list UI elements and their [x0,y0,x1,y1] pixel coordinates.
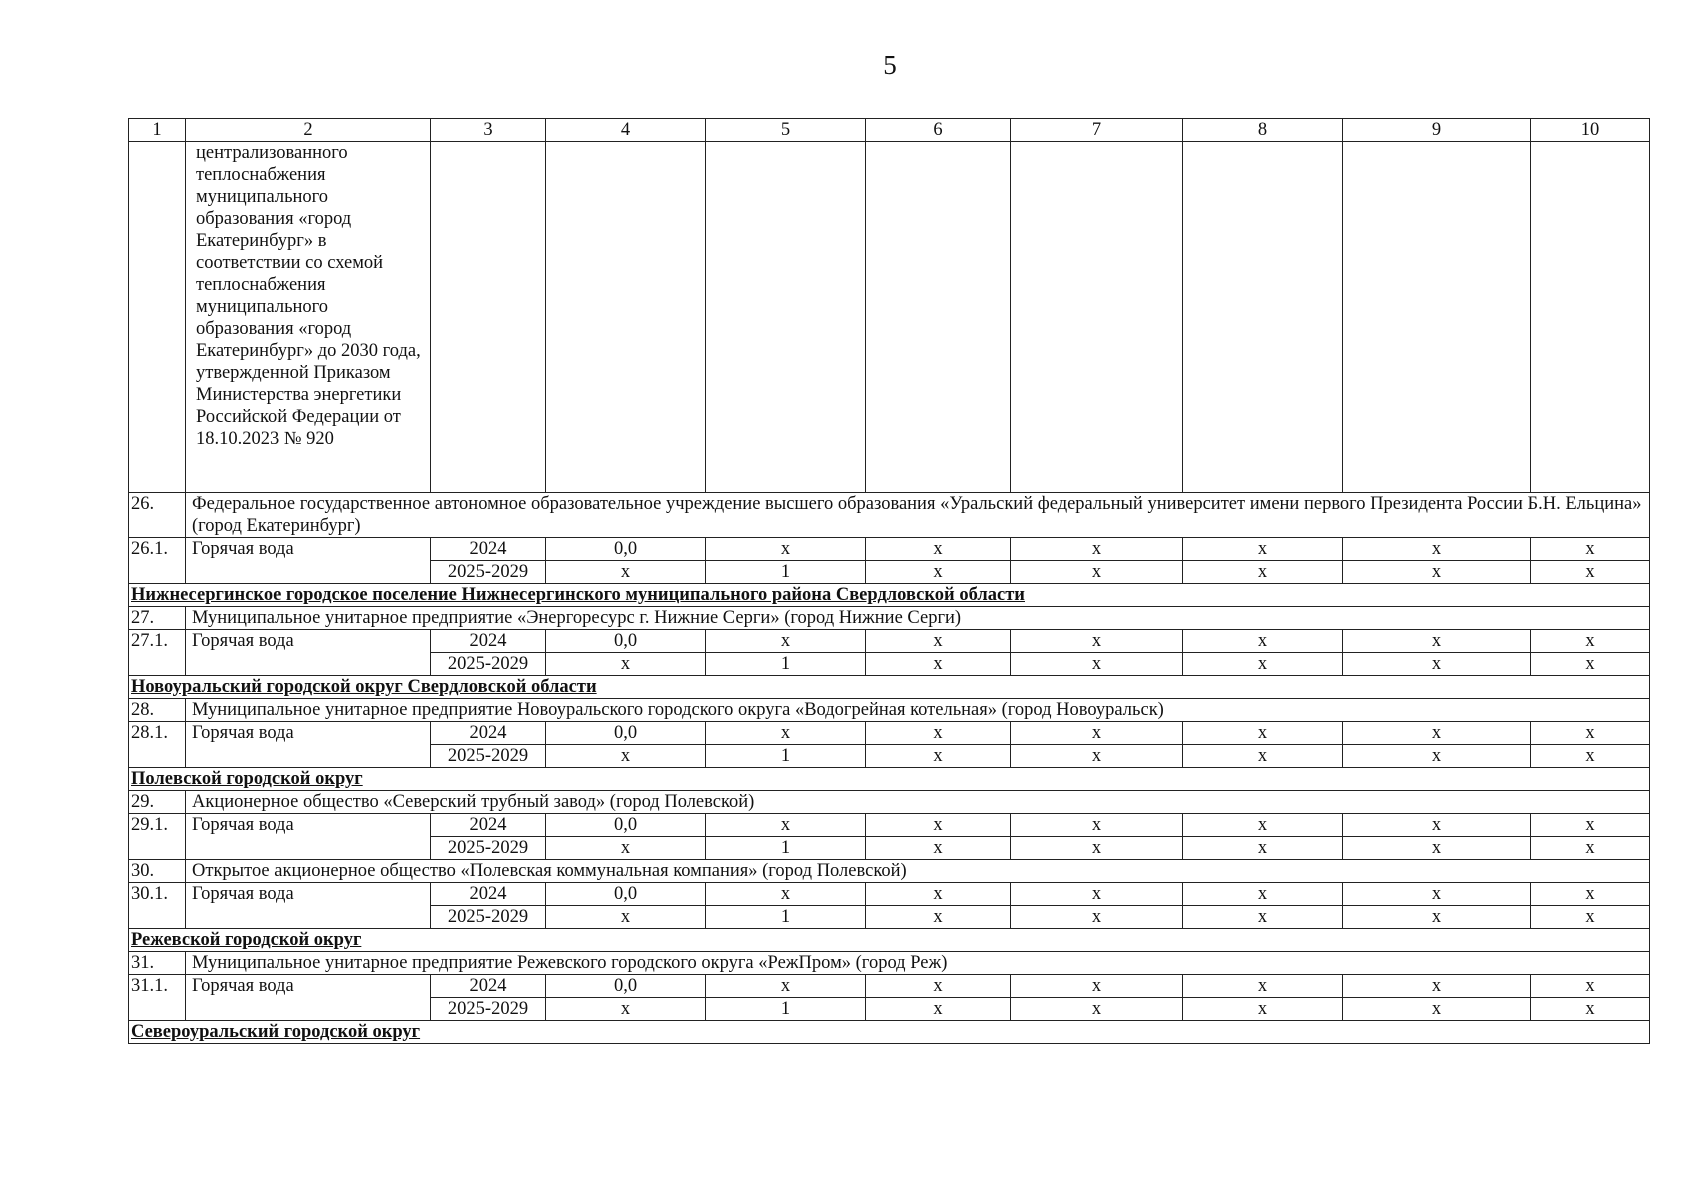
organization-row [129,699,1650,722]
period-cell: 2025-2029 [431,906,546,929]
period-cell: 2025-2029 [431,745,546,768]
organization-name: Открытое акционерное общество «Полевская коммунальная компания» (город Полевской) [186,860,1650,883]
value-cell: x [866,998,1011,1021]
value-cell: x [1183,538,1343,561]
service-value-row [129,538,1650,561]
column-number: 3 [431,119,546,142]
value-cell: x [1011,814,1183,837]
continuation-row [129,142,1650,493]
service-value-row [129,814,1650,837]
value-cell: x [1343,998,1531,1021]
value-cell: x [1343,837,1531,860]
column-number: 9 [1343,119,1531,142]
column-number: 7 [1011,119,1183,142]
value-cell: x [1183,745,1343,768]
value-cell: x [1011,837,1183,860]
value-cell: 1 [706,837,866,860]
value-cell: x [1183,653,1343,676]
page-number: 5 [883,50,897,80]
value-cell: x [866,538,1011,561]
organization-name: Муниципальное унитарное предприятие Новоуральского городского округа «Водогрейная котельная» (город Новоуральск) [186,699,1650,722]
value-cell: x [1531,722,1650,745]
value-cell: 1 [706,906,866,929]
section-row [129,768,1650,791]
value-cell: x [1011,998,1183,1021]
sub-row-number: 29.1. [129,814,186,860]
organization-row [129,952,1650,975]
column-numbers-row [129,119,1650,142]
value-cell: x [706,814,866,837]
column-number: 2 [186,119,431,142]
value-cell: x [1531,814,1650,837]
value-cell: x [1183,814,1343,837]
value-cell: x [1343,538,1531,561]
row-number: 29. [129,791,186,814]
value-cell: x [1531,883,1650,906]
value-cell: x [1011,906,1183,929]
value-cell: x [1183,975,1343,998]
tariff-table [128,118,1650,1044]
service-value-row [129,722,1650,745]
value-cell: x [706,538,866,561]
value-cell: x [1183,906,1343,929]
period-cell: 2024 [431,538,546,561]
organization-name: Федеральное государственное автономное образовательное учреждение высшего образования «Уральский федеральный университет имени первого Президента России Б.Н. Ельцина» (город Екатеринбург) [186,493,1650,538]
value-cell: x [1183,998,1343,1021]
value-cell: x [866,745,1011,768]
value-cell: x [1183,630,1343,653]
value-cell: 1 [706,998,866,1021]
value-cell: x [546,561,706,584]
section-row [129,1021,1650,1044]
organization-name: Акционерное общество «Северский трубный завод» (город Полевской) [186,791,1650,814]
period-cell: 2024 [431,722,546,745]
value-cell: 1 [706,745,866,768]
value-cell: 1 [706,653,866,676]
value-cell: x [546,745,706,768]
value-cell: x [1531,630,1650,653]
value-cell: x [1011,722,1183,745]
value-cell: x [1343,814,1531,837]
service-name: Горячая вода [186,722,431,768]
value-cell: 0,0 [546,975,706,998]
value-cell: 0,0 [546,722,706,745]
period-cell: 2024 [431,883,546,906]
value-cell: x [1011,561,1183,584]
section-title: Нижнесергинское городское поселение Нижнесергинского муниципального района Свердловской области [129,584,1650,607]
service-value-row [129,975,1650,998]
value-cell: x [1183,561,1343,584]
value-cell: x [546,906,706,929]
section-title: Полевской городской округ [129,768,1650,791]
value-cell: x [1531,745,1650,768]
row-number: 26. [129,493,186,538]
service-name: Горячая вода [186,883,431,929]
value-cell: x [1011,745,1183,768]
service-name: Горячая вода [186,814,431,860]
column-number: 8 [1183,119,1343,142]
value-cell: x [706,722,866,745]
value-cell: x [1343,906,1531,929]
period-cell: 2025-2029 [431,561,546,584]
value-cell: x [1343,745,1531,768]
value-cell: x [1343,653,1531,676]
column-number: 6 [866,119,1011,142]
value-cell: x [1343,722,1531,745]
service-name: Горячая вода [186,630,431,676]
column-number: 5 [706,119,866,142]
value-cell: x [1531,975,1650,998]
row-number: 28. [129,699,186,722]
value-cell: x [1011,630,1183,653]
value-cell: 0,0 [546,630,706,653]
service-name: Горячая вода [186,538,431,584]
organization-name: Муниципальное унитарное предприятие Режевского городского округа «РежПром» (город Реж) [186,952,1650,975]
value-cell: x [866,722,1011,745]
value-cell: x [1011,975,1183,998]
period-cell: 2025-2029 [431,653,546,676]
period-cell: 2024 [431,975,546,998]
value-cell: x [866,653,1011,676]
organization-row [129,860,1650,883]
period-cell: 2025-2029 [431,998,546,1021]
section-row [129,929,1650,952]
value-cell: x [1531,837,1650,860]
value-cell: x [1011,883,1183,906]
value-cell: x [1531,906,1650,929]
value-cell: x [866,975,1011,998]
value-cell: 0,0 [546,814,706,837]
section-title: Североуральский городской округ [129,1021,1650,1044]
value-cell: x [706,630,866,653]
organization-row [129,791,1650,814]
sub-row-number: 31.1. [129,975,186,1021]
value-cell: x [1343,883,1531,906]
sub-row-number: 28.1. [129,722,186,768]
sub-row-number: 27.1. [129,630,186,676]
value-cell: x [1531,998,1650,1021]
continuation-text: централизованного теплоснабжения муниципального образования «город Екатеринбург» в соответствии со схемой теплоснабжения муниципального образования «город Екатеринбург» до 2030 года, утвержденной Приказом Министерства энергетики Российской Федерации от 18.10.2023 № 920 [186,142,431,493]
organization-name: Муниципальное унитарное предприятие «Энергоресурс г. Нижние Серги» (город Нижние Серги) [186,607,1650,630]
period-cell: 2024 [431,630,546,653]
value-cell: x [1011,653,1183,676]
value-cell: x [1011,538,1183,561]
value-cell: x [1531,653,1650,676]
value-cell: x [706,883,866,906]
service-name: Горячая вода [186,975,431,1021]
column-number: 4 [546,119,706,142]
service-value-row [129,630,1650,653]
value-cell: x [1183,722,1343,745]
row-number: 27. [129,607,186,630]
value-cell: x [706,975,866,998]
section-row [129,584,1650,607]
service-value-row [129,883,1650,906]
table-body [129,119,1650,1044]
value-cell: x [546,837,706,860]
organization-row [129,493,1650,538]
value-cell: 0,0 [546,538,706,561]
value-cell: x [1343,630,1531,653]
value-cell: x [1343,975,1531,998]
value-cell: x [1531,538,1650,561]
sub-row-number: 30.1. [129,883,186,929]
row-number: 31. [129,952,186,975]
value-cell: x [866,561,1011,584]
value-cell: 1 [706,561,866,584]
column-number: 1 [129,119,186,142]
value-cell: x [1183,883,1343,906]
section-title: Новоуральский городской округ Свердловской области [129,676,1650,699]
row-number: 30. [129,860,186,883]
organization-row [129,607,1650,630]
section-title: Режевской городской округ [129,929,1650,952]
column-number: 10 [1531,119,1650,142]
value-cell: x [546,998,706,1021]
period-cell: 2025-2029 [431,837,546,860]
value-cell: x [546,653,706,676]
value-cell: x [866,906,1011,929]
sub-row-number: 26.1. [129,538,186,584]
value-cell: x [1183,837,1343,860]
period-cell: 2024 [431,814,546,837]
value-cell: 0,0 [546,883,706,906]
value-cell: x [866,814,1011,837]
value-cell: x [1531,561,1650,584]
value-cell: x [866,837,1011,860]
value-cell: x [1343,561,1531,584]
value-cell: x [866,630,1011,653]
section-row [129,676,1650,699]
value-cell: x [866,883,1011,906]
